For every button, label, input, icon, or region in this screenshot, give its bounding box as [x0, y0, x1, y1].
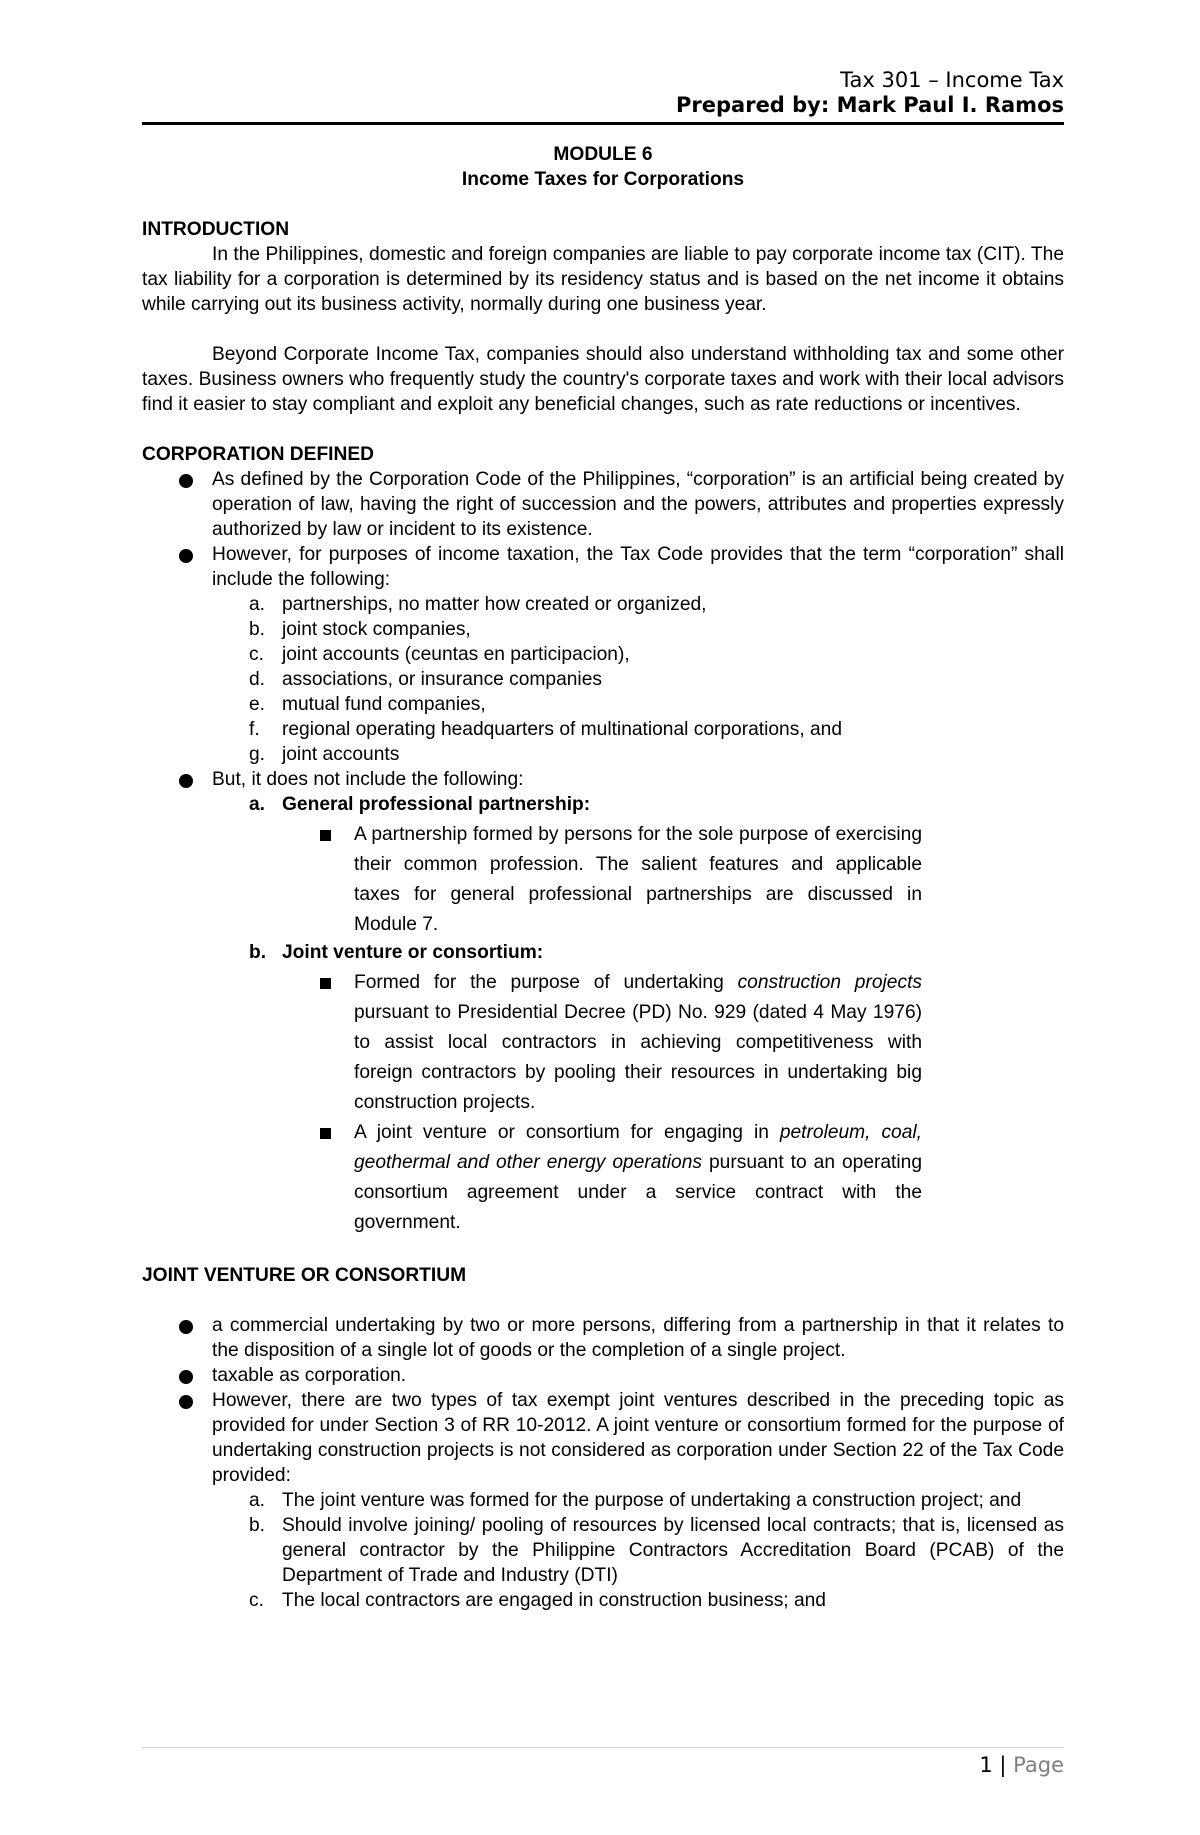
footer-separator: | — [999, 1753, 1007, 1777]
list-letter: f. — [249, 719, 260, 740]
list-letter: b. — [249, 942, 267, 963]
bullet-icon — [179, 549, 193, 563]
list-item-text: joint stock companies, — [282, 619, 471, 640]
joint-venture-heading: JOINT VENTURE OR CONSORTIUM — [142, 1265, 467, 1286]
list-item-text: The local contractors are engaged in construction business; and — [282, 1590, 826, 1611]
list-letter: d. — [249, 669, 266, 690]
exclusion-a-title-row — [142, 792, 1064, 817]
corporation-defined-heading: CORPORATION DEFINED — [142, 444, 375, 465]
exclusion-b — [142, 940, 1064, 1238]
conditions-list — [142, 1488, 1064, 1613]
square-bullet-icon — [320, 1128, 331, 1139]
emphasis-text: construction projects — [737, 972, 922, 993]
list-item-text: associations, or insurance companies — [282, 669, 602, 690]
list-item-text-start: A joint venture or consortium for engaging in — [354, 1122, 780, 1143]
page-header — [142, 68, 1064, 118]
list-item-text: joint accounts (ceuntas en participacion), — [282, 644, 630, 665]
spacer — [142, 317, 1064, 342]
list-item — [142, 642, 1064, 667]
spacer — [142, 417, 1064, 442]
list-item-text-end: pursuant to an operating consortium agreement under a service contract with the government. — [354, 1152, 922, 1233]
list-item — [142, 1388, 1064, 1613]
list-letter: a. — [249, 594, 266, 615]
list-item — [142, 592, 1064, 617]
list-letter: a. — [249, 1490, 266, 1511]
list-item — [142, 820, 922, 940]
list-item-text: taxable as corporation. — [212, 1365, 407, 1386]
page-footer — [142, 1752, 1064, 1778]
bullet-icon — [179, 1395, 193, 1409]
list-item-text: joint accounts — [282, 744, 400, 765]
square-bullet-icon — [320, 978, 331, 989]
list-item — [142, 1118, 922, 1238]
list-item — [142, 542, 1064, 767]
list-item-text: However, there are two types of tax exempt joint ventures described in the preceding topic as provided for under Section 3 of RR 10-2012. A joint venture or consortium formed for the purpose of undertaking construction projects is not considered as corporation under Section 22 of the Tax Code provided: — [212, 1390, 1064, 1486]
list-item-text: As defined by the Corporation Code of the Philippines, “corporation” is an artificial being created by operation of law, having the right of succession and the powers, attributes and properties expressly authorized by law or incident to its existence. — [212, 469, 1064, 540]
page-label: Page — [1013, 1753, 1064, 1777]
bullet-icon — [179, 1370, 193, 1384]
list-item — [142, 1313, 1064, 1363]
list-item-text: Should involve joining/ pooling of resources by licensed local contracts; that is, licensed as general contractor by the Philippine Contractors Accreditation Board (PCAB) of the Department of Trade and Industry (DTI) — [282, 1515, 1064, 1586]
list-item-text: a commercial undertaking by two or more persons, differing from a partnership in that it relates to the disposition of a single lot of goods or the completion of a single project. — [212, 1315, 1064, 1361]
exclusion-b-title-row — [142, 940, 1064, 965]
module-number: MODULE 6 — [553, 144, 653, 165]
list-letter: a. — [249, 794, 266, 815]
introduction-paragraph-2: Beyond Corporate Income Tax, companies should also understand withholding tax and some other taxes. Business owners who frequently study the country's corporate taxes and work with their local advisors find it easier to stay compliant and exploit any beneficial changes, such as rate reductions or incentives. — [142, 344, 1064, 415]
list-item-text: But, it does not include the following: — [212, 769, 524, 790]
list-item — [142, 1363, 1064, 1388]
bullet-icon — [179, 1320, 193, 1334]
list-item-text-start: Formed for the purpose of undertaking — [354, 972, 738, 993]
emphasis-text: petroleum, coal, geothermal and other energy operations — [354, 1122, 922, 1173]
prepared-by: Prepared by: Mark Paul I. Ramos — [676, 93, 1064, 117]
list-item — [142, 1588, 1064, 1613]
list-item — [142, 1488, 1064, 1513]
list-item — [142, 667, 1064, 692]
course-title: Tax 301 – Income Tax — [840, 68, 1064, 92]
list-item — [142, 617, 1064, 642]
exclusion-a — [142, 792, 1064, 940]
list-item-text: The joint venture was formed for the purpose of undertaking a construction project; and — [282, 1490, 1022, 1511]
module-title: Income Taxes for Corporations — [461, 169, 745, 190]
spacer — [142, 192, 1064, 217]
list-letter: g. — [249, 744, 266, 765]
list-item — [142, 968, 922, 1118]
square-bullet-icon — [320, 830, 331, 841]
exclusion-b-points — [142, 968, 922, 1238]
corporation-defined-list — [142, 467, 1064, 1238]
list-item — [142, 767, 1064, 1238]
list-letter: b. — [249, 619, 266, 640]
footer-rule — [142, 1747, 1064, 1748]
bullet-icon — [179, 774, 193, 788]
page-number: 1 — [979, 1753, 993, 1777]
list-item — [142, 1513, 1064, 1588]
list-letter: e. — [249, 694, 266, 715]
bullet-icon — [179, 474, 193, 488]
list-item — [142, 692, 1064, 717]
list-item-text: regional operating headquarters of multinational corporations, and — [282, 719, 842, 740]
document-body — [142, 142, 1064, 1613]
list-letter: c. — [249, 1590, 264, 1611]
included-entities-list — [142, 592, 1064, 767]
introduction-paragraph-1: In the Philippines, domestic and foreign companies are liable to pay corporate income tax (CIT). The tax liability for a corporation is determined by its residency status and is based on the net income it obtains while carrying out its business activity, normally during one business year. — [142, 244, 1064, 315]
list-letter: c. — [249, 644, 264, 665]
list-item-text: A partnership formed by persons for the sole purpose of exercising their common profession. The salient features and applicable taxes for general professional partnerships are discussed in Module 7. — [354, 824, 922, 935]
list-item — [142, 717, 1064, 742]
spacer — [142, 1238, 1064, 1263]
header-rule — [142, 122, 1064, 125]
list-item-text: partnerships, no matter how created or organized, — [282, 594, 707, 615]
list-item-text-end: pursuant to Presidential Decree (PD) No. 929 (dated 4 May 1976) to assist local contractors in achieving competitiveness with foreign contractors by pooling their resources in undertaking big construction projects. — [354, 1002, 922, 1113]
exclusion-b-title: Joint venture or consortium: — [282, 942, 544, 963]
exclusion-a-points — [142, 820, 922, 940]
list-letter: b. — [249, 1515, 266, 1536]
spacer — [142, 1288, 1064, 1313]
joint-venture-list — [142, 1313, 1064, 1613]
exclusion-a-title: General professional partnership: — [282, 794, 591, 815]
list-item — [142, 742, 1064, 767]
list-item-text: mutual fund companies, — [282, 694, 486, 715]
list-item-text: However, for purposes of income taxation, the Tax Code provides that the term “corporation” shall include the following: — [212, 544, 1064, 590]
list-item — [142, 467, 1064, 542]
introduction-heading: INTRODUCTION — [142, 219, 290, 240]
